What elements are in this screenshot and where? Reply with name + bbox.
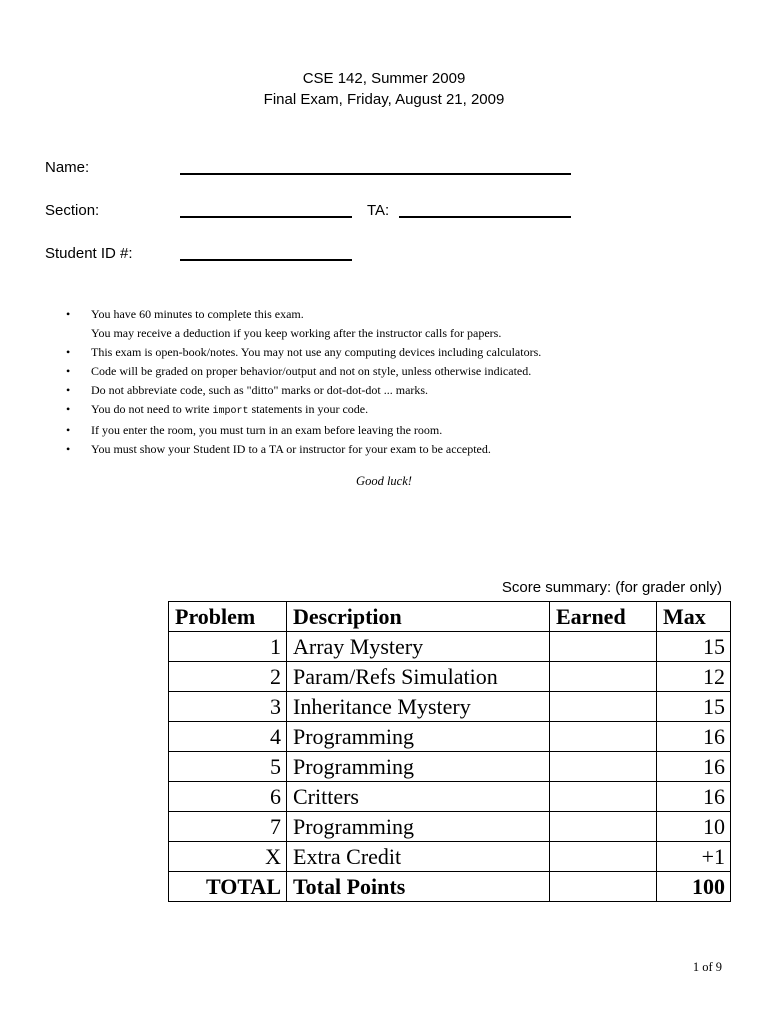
instruction-code: import <box>212 405 249 417</box>
description-cell: Param/Refs Simulation <box>287 662 550 692</box>
score-summary-caption: Score summary: (for grader only) <box>501 579 722 596</box>
max-points-cell: 10 <box>657 812 731 842</box>
description-cell: Critters <box>287 782 550 812</box>
name-label: Name: <box>45 159 90 176</box>
description-cell: Programming <box>287 722 550 752</box>
instruction-continuation: You may receive a deduction if you keep working after the instructor calls for papers. <box>91 325 502 340</box>
score-row <box>169 662 731 692</box>
score-row <box>169 782 731 812</box>
score-row <box>169 722 731 752</box>
section-label: Section: <box>45 202 100 219</box>
course-title: CSE 142, Summer 2009 <box>302 70 466 87</box>
max-points-cell: 15 <box>657 692 731 722</box>
earned-cell[interactable] <box>550 722 657 752</box>
description-cell: Programming <box>287 812 550 842</box>
earned-cell[interactable] <box>550 632 657 662</box>
score-row <box>169 812 731 842</box>
description-cell: Array Mystery <box>287 632 550 662</box>
instruction-text: Code will be graded on proper behavior/output and not on style, unless otherwise indicated. <box>91 363 532 378</box>
instruction-text: You must show your Student ID to a TA or instructor for your exam to be accepted. <box>91 442 491 457</box>
score-table-header-row <box>169 602 731 632</box>
student-id-label: Student ID #: <box>45 245 133 262</box>
problem-cell: 3 <box>169 692 287 722</box>
score-row <box>169 842 731 872</box>
problem-cell: 2 <box>169 662 287 692</box>
score-summary-table <box>168 601 731 902</box>
good-luck-text: Good luck! <box>356 474 412 488</box>
earned-cell[interactable] <box>550 842 657 872</box>
instruction-text: You have 60 minutes to complete this exam. <box>91 307 304 321</box>
max-points-cell: 16 <box>657 722 731 752</box>
max-points-cell: 16 <box>657 752 731 782</box>
problem-cell: TOTAL <box>169 872 287 902</box>
earned-cell[interactable] <box>550 692 657 722</box>
name-blank-line[interactable] <box>180 173 571 175</box>
max-points-cell: 12 <box>657 662 731 692</box>
max-points-cell: 16 <box>657 782 731 812</box>
header-problem: Problem <box>169 602 287 632</box>
header-max: Max <box>657 602 731 632</box>
problem-cell: 5 <box>169 752 287 782</box>
instructions-list <box>66 305 706 459</box>
description-cell: Inheritance Mystery <box>287 692 550 722</box>
instruction-text: statements in your code. <box>248 401 369 416</box>
header-description: Description <box>287 602 550 632</box>
problem-cell: X <box>169 842 287 872</box>
earned-cell[interactable] <box>550 812 657 842</box>
problem-cell: 1 <box>169 632 287 662</box>
instruction-item <box>66 400 706 422</box>
instruction-item <box>66 421 706 440</box>
bullet-icon: • <box>66 423 71 438</box>
score-row <box>169 632 731 662</box>
instruction-item <box>66 362 706 381</box>
instruction-item <box>66 440 706 459</box>
description-cell: Programming <box>287 752 550 782</box>
problem-cell: 6 <box>169 782 287 812</box>
instruction-item <box>66 305 706 343</box>
page-number: 1 of 9 <box>692 960 722 974</box>
earned-cell[interactable] <box>550 872 657 902</box>
bullet-icon: • <box>66 363 71 378</box>
score-row <box>169 752 731 782</box>
problem-cell: 7 <box>169 812 287 842</box>
bullet-icon: • <box>66 382 71 397</box>
ta-blank-line[interactable] <box>399 216 571 218</box>
header-earned: Earned <box>550 602 657 632</box>
max-points-cell: 15 <box>657 632 731 662</box>
score-table-body <box>169 632 731 902</box>
earned-cell[interactable] <box>550 782 657 812</box>
student-id-blank-line[interactable] <box>180 259 352 261</box>
instruction-item <box>66 381 706 400</box>
bullet-icon: • <box>66 344 71 359</box>
max-points-cell: +1 <box>657 842 731 872</box>
earned-cell[interactable] <box>550 752 657 782</box>
bullet-icon: • <box>66 307 71 321</box>
score-total-row <box>169 872 731 902</box>
instruction-text: You do not need to write <box>91 401 213 416</box>
instruction-text: This exam is open-book/notes. You may not use any computing devices including calculators. <box>91 344 542 359</box>
instruction-text: If you enter the room, you must turn in an exam before leaving the room. <box>91 423 443 438</box>
exam-title: Final Exam, Friday, August 21, 2009 <box>263 91 505 108</box>
instruction-text: Do not abbreviate code, such as "ditto" marks or dot-dot-dot ... marks. <box>91 382 429 397</box>
ta-label: TA: <box>367 202 390 219</box>
problem-cell: 4 <box>169 722 287 752</box>
description-cell: Extra Credit <box>287 842 550 872</box>
section-blank-line[interactable] <box>180 216 352 218</box>
description-cell: Total Points <box>287 872 550 902</box>
instruction-item <box>66 343 706 362</box>
score-row <box>169 692 731 722</box>
bullet-icon: • <box>66 401 71 416</box>
bullet-icon: • <box>66 442 71 457</box>
earned-cell[interactable] <box>550 662 657 692</box>
max-points-cell: 100 <box>657 872 731 902</box>
